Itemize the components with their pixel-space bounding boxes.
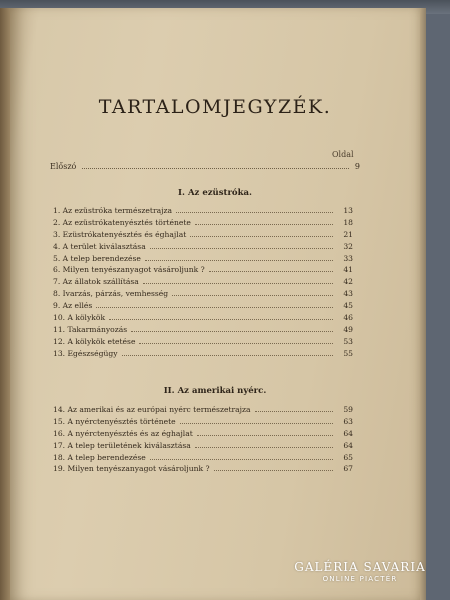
toc-entry — [53, 242, 353, 254]
toc-entry — [53, 206, 353, 218]
leader-dots — [145, 260, 333, 261]
toc-entry — [53, 265, 353, 277]
leader-dots — [176, 212, 333, 213]
toc-list-section-1 — [53, 206, 353, 361]
toc-entry-label: 1. Az ezüstróka természetrajza — [53, 206, 172, 215]
toc-entry-label: 2. Az ezüstrókatenyésztés története — [53, 217, 191, 227]
toc-entry — [53, 405, 353, 417]
toc-entry — [53, 429, 353, 441]
toc-entry-label: 5. A telep berendezése — [53, 253, 141, 263]
toc-entry — [53, 277, 353, 289]
leader-dots — [180, 423, 333, 424]
toc-entry-label: 7. Az állatok szállítása — [53, 277, 139, 287]
toc-entry-page: 67 — [343, 464, 353, 474]
toc-entry — [53, 301, 353, 313]
leader-dots — [122, 355, 333, 356]
section-heading-2: II. Az amerikai nyérc. — [163, 386, 267, 396]
leader-dots — [109, 319, 333, 320]
toc-entry-page: 59 — [343, 405, 353, 414]
watermark-line-2: ONLINE PIACTÉR — [322, 575, 398, 583]
toc-list-section-2 — [53, 405, 353, 476]
leader-dots — [82, 168, 349, 169]
book-page — [10, 8, 420, 600]
leader-dots — [131, 331, 333, 332]
toc-entry — [53, 453, 353, 465]
toc-entry — [53, 289, 353, 301]
toc-entry-page: 32 — [343, 241, 353, 251]
toc-entry-page: 64 — [343, 440, 353, 450]
leader-dots — [214, 470, 333, 471]
toc-entry — [53, 441, 353, 453]
toc-entry-page: 13 — [343, 206, 353, 215]
toc-entry — [53, 313, 353, 325]
toc-entry — [53, 337, 353, 349]
leader-dots — [255, 411, 333, 412]
toc-entry — [53, 254, 353, 266]
toc-entry-page: 18 — [343, 217, 353, 227]
leader-dots — [172, 295, 333, 296]
toc-entry — [53, 464, 353, 476]
leader-dots — [96, 307, 333, 308]
leader-dots — [190, 236, 333, 237]
leader-dots — [150, 459, 333, 460]
toc-entry-page: 45 — [343, 301, 353, 311]
leader-dots — [139, 343, 333, 344]
toc-entry — [53, 218, 353, 230]
leader-dots — [195, 447, 333, 448]
toc-entry-page: 65 — [343, 452, 353, 462]
toc-entry-label: 18. A telep berendezése — [53, 452, 146, 462]
leader-dots — [197, 435, 333, 436]
toc-entry-label: 17. A telep területének kiválasztása — [53, 440, 191, 450]
toc-entry-label: 15. A nyérctenyésztés története — [53, 416, 176, 426]
page-edge — [420, 8, 426, 600]
watermark-line-1: GALÉRIA SAVARIA — [294, 560, 426, 574]
page-column-label: Oldal — [332, 150, 354, 159]
toc-entry-label: 16. A nyérctenyésztés és az éghajlat — [53, 428, 193, 438]
toc-entry-label: Előszó — [50, 162, 77, 171]
toc-entry-label: 14. Az amerikai és az európai nyérc természetrajza — [53, 405, 251, 414]
toc-entry-label: 12. A kölykök etetése — [53, 336, 136, 346]
toc-entry — [53, 230, 353, 242]
toc-entry-label: 10. A kölykök — [53, 313, 106, 323]
toc-entry-label: 6. Milyen tenyészanyagot vásároljunk ? — [53, 265, 205, 275]
toc-entry-label: 8. Ivarzás, párzás, vemhesség — [53, 289, 169, 299]
gallery-watermark — [275, 560, 445, 583]
toc-entry-page: 46 — [343, 313, 353, 323]
toc-entry — [53, 325, 353, 337]
toc-entry — [53, 417, 353, 429]
toc-entry-page: 41 — [343, 265, 353, 275]
toc-entry-page: 55 — [343, 348, 353, 358]
toc-entry-page: 64 — [343, 428, 353, 438]
leader-dots — [150, 248, 333, 249]
toc-entry-label: 13. Egészségügy — [53, 348, 118, 358]
toc-entry-label: 9. Az ellés — [53, 301, 93, 311]
section-heading-1: I. Az ezüstróka. — [178, 188, 252, 198]
toc-entry — [53, 349, 353, 361]
toc-entry-preface — [50, 162, 360, 171]
toc-entry-label: 4. A terület kiválasztása — [53, 241, 146, 251]
toc-entry-page: 33 — [343, 253, 353, 263]
toc-entry-page: 21 — [343, 229, 353, 239]
toc-entry-page: 9 — [354, 162, 360, 171]
page-title: TARTALOMJEGYZÉK. — [98, 96, 332, 118]
leader-dots — [209, 271, 333, 272]
toc-entry-page: 43 — [343, 289, 353, 299]
toc-entry-label: 19. Milyen tenyészanyagot vásároljunk ? — [53, 464, 210, 474]
toc-entry-page: 42 — [343, 277, 353, 287]
leader-dots — [195, 224, 333, 225]
toc-entry-page: 53 — [343, 336, 353, 346]
toc-entry-label: 11. Takarmányozás — [53, 324, 128, 334]
toc-entry-page: 63 — [343, 416, 353, 426]
toc-entry-label: 3. Ezüstrókatenyésztés és éghajlat — [53, 229, 187, 239]
toc-entry-page: 49 — [343, 324, 353, 334]
leader-dots — [143, 283, 333, 284]
